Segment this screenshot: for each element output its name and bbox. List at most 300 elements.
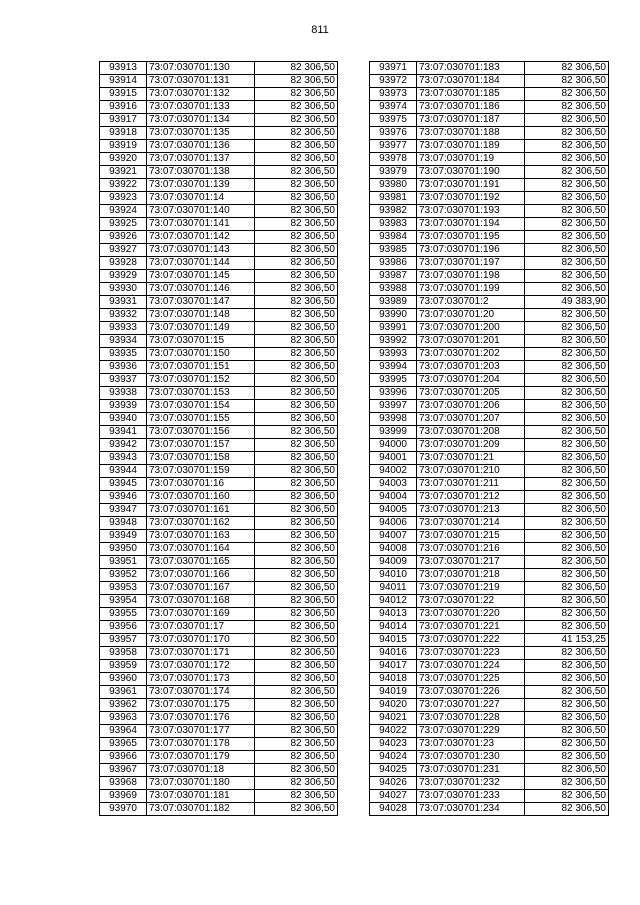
row-number: 94027 (370, 790, 417, 803)
cadastral-number: 73:07:030701:234 (417, 803, 525, 816)
cadastral-number: 73:07:030701:200 (417, 322, 525, 335)
row-number: 93930 (100, 283, 147, 296)
cadastral-value: 82 306,50 (525, 738, 609, 751)
cadastral-value: 82 306,50 (255, 114, 338, 127)
table-row (100, 75, 338, 88)
cadastral-value: 82 306,50 (255, 179, 338, 192)
table-row (100, 621, 338, 634)
table-row (100, 88, 338, 101)
row-number: 93915 (100, 88, 147, 101)
table-row (100, 556, 338, 569)
row-number: 93916 (100, 101, 147, 114)
cadastral-value: 82 306,50 (255, 439, 338, 452)
table-row (370, 634, 609, 647)
row-number: 93982 (370, 205, 417, 218)
cadastral-number: 73:07:030701:153 (147, 387, 255, 400)
row-number: 94014 (370, 621, 417, 634)
table-row (100, 244, 338, 257)
cadastral-value: 82 306,50 (255, 75, 338, 88)
cadastral-value: 82 306,50 (525, 517, 609, 530)
table-row (370, 166, 609, 179)
row-number: 93922 (100, 179, 147, 192)
table-row (100, 387, 338, 400)
cadastral-value: 82 306,50 (525, 582, 609, 595)
cadastral-value: 82 306,50 (525, 777, 609, 790)
cadastral-number: 73:07:030701:154 (147, 400, 255, 413)
table-row (100, 296, 338, 309)
table-row (100, 608, 338, 621)
row-number: 94021 (370, 712, 417, 725)
cadastral-number: 73:07:030701:155 (147, 413, 255, 426)
cadastral-value: 82 306,50 (255, 660, 338, 673)
row-number: 93970 (100, 803, 147, 816)
table-row (370, 101, 609, 114)
cadastral-value: 82 306,50 (525, 530, 609, 543)
cadastral-value: 82 306,50 (525, 673, 609, 686)
cadastral-value: 82 306,50 (255, 348, 338, 361)
cadastral-value: 82 306,50 (525, 335, 609, 348)
cadastral-value: 82 306,50 (525, 153, 609, 166)
table-row (100, 361, 338, 374)
cadastral-value: 82 306,50 (255, 621, 338, 634)
cadastral-number: 73:07:030701:149 (147, 322, 255, 335)
table-row (100, 101, 338, 114)
cadastral-number: 73:07:030701:218 (417, 569, 525, 582)
row-number: 93986 (370, 257, 417, 270)
table-row (370, 621, 609, 634)
cadastral-number: 73:07:030701:142 (147, 231, 255, 244)
table-row (100, 335, 338, 348)
cadastral-number: 73:07:030701:192 (417, 192, 525, 205)
parcel-table-left (99, 61, 338, 816)
row-number: 93954 (100, 595, 147, 608)
row-number: 93923 (100, 192, 147, 205)
cadastral-number: 73:07:030701:228 (417, 712, 525, 725)
cadastral-number: 73:07:030701:232 (417, 777, 525, 790)
cadastral-value: 82 306,50 (255, 140, 338, 153)
cadastral-value: 82 306,50 (255, 738, 338, 751)
table-row (100, 725, 338, 738)
row-number: 93978 (370, 153, 417, 166)
cadastral-value: 41 153,25 (525, 634, 609, 647)
cadastral-number: 73:07:030701:219 (417, 582, 525, 595)
table-row (100, 62, 338, 75)
cadastral-number: 73:07:030701:223 (417, 647, 525, 660)
row-number: 94022 (370, 725, 417, 738)
table-row (370, 140, 609, 153)
table-row (100, 686, 338, 699)
cadastral-number: 73:07:030701:16 (147, 478, 255, 491)
cadastral-value: 82 306,50 (255, 296, 338, 309)
cadastral-value: 82 306,50 (525, 322, 609, 335)
row-number: 93996 (370, 387, 417, 400)
cadastral-value: 82 306,50 (525, 192, 609, 205)
row-number: 93995 (370, 374, 417, 387)
cadastral-number: 73:07:030701:215 (417, 530, 525, 543)
table-row (370, 231, 609, 244)
row-number: 94026 (370, 777, 417, 790)
cadastral-value: 82 306,50 (525, 166, 609, 179)
cadastral-value: 49 383,90 (525, 296, 609, 309)
table-row (370, 595, 609, 608)
cadastral-number: 73:07:030701:148 (147, 309, 255, 322)
cadastral-number: 73:07:030701:15 (147, 335, 255, 348)
cadastral-number: 73:07:030701:233 (417, 790, 525, 803)
row-number: 93950 (100, 543, 147, 556)
cadastral-value: 82 306,50 (255, 231, 338, 244)
row-number: 93955 (100, 608, 147, 621)
table-row (370, 790, 609, 803)
row-number: 93949 (100, 530, 147, 543)
cadastral-value: 82 306,50 (525, 231, 609, 244)
row-number: 94015 (370, 634, 417, 647)
row-number: 93962 (100, 699, 147, 712)
row-number: 93983 (370, 218, 417, 231)
table-row (100, 764, 338, 777)
row-number: 93936 (100, 361, 147, 374)
cadastral-value: 82 306,50 (525, 387, 609, 400)
cadastral-value: 82 306,50 (525, 179, 609, 192)
cadastral-value: 82 306,50 (255, 751, 338, 764)
table-row (370, 699, 609, 712)
table-row (370, 725, 609, 738)
table-row (100, 192, 338, 205)
cadastral-number: 73:07:030701:131 (147, 75, 255, 88)
table-row (100, 543, 338, 556)
table-row (370, 218, 609, 231)
cadastral-value: 82 306,50 (255, 647, 338, 660)
row-number: 93979 (370, 166, 417, 179)
row-number: 94016 (370, 647, 417, 660)
cadastral-value: 82 306,50 (255, 452, 338, 465)
table-row (100, 595, 338, 608)
row-number: 93991 (370, 322, 417, 335)
cadastral-number: 73:07:030701:190 (417, 166, 525, 179)
row-number: 93971 (370, 62, 417, 75)
row-number: 94006 (370, 517, 417, 530)
cadastral-value: 82 306,50 (525, 543, 609, 556)
cadastral-number: 73:07:030701:137 (147, 153, 255, 166)
row-number: 93937 (100, 374, 147, 387)
cadastral-value: 82 306,50 (525, 751, 609, 764)
cadastral-value: 82 306,50 (255, 530, 338, 543)
row-number: 93967 (100, 764, 147, 777)
cadastral-value: 82 306,50 (525, 413, 609, 426)
row-number: 93999 (370, 426, 417, 439)
table-row (370, 777, 609, 790)
cadastral-value: 82 306,50 (255, 127, 338, 140)
table-row (370, 426, 609, 439)
cadastral-number: 73:07:030701:17 (147, 621, 255, 634)
cadastral-number: 73:07:030701:21 (417, 452, 525, 465)
table-row (370, 296, 609, 309)
row-number: 93928 (100, 257, 147, 270)
cadastral-number: 73:07:030701:150 (147, 348, 255, 361)
cadastral-number: 73:07:030701:144 (147, 257, 255, 270)
cadastral-value: 82 306,50 (525, 439, 609, 452)
row-number: 93972 (370, 75, 417, 88)
row-number: 94003 (370, 478, 417, 491)
table-row (100, 582, 338, 595)
row-number: 93917 (100, 114, 147, 127)
cadastral-value: 82 306,50 (255, 686, 338, 699)
row-number: 93963 (100, 712, 147, 725)
cadastral-number: 73:07:030701:205 (417, 387, 525, 400)
cadastral-number: 73:07:030701:224 (417, 660, 525, 673)
cadastral-number: 73:07:030701:167 (147, 582, 255, 595)
table-row (370, 88, 609, 101)
table-row (100, 660, 338, 673)
cadastral-number: 73:07:030701:220 (417, 608, 525, 621)
table-row (100, 270, 338, 283)
cadastral-number: 73:07:030701:185 (417, 88, 525, 101)
cadastral-number: 73:07:030701:201 (417, 335, 525, 348)
cadastral-value: 82 306,50 (525, 790, 609, 803)
cadastral-number: 73:07:030701:175 (147, 699, 255, 712)
cadastral-value: 82 306,50 (525, 62, 609, 75)
row-number: 94025 (370, 764, 417, 777)
table-row (100, 426, 338, 439)
cadastral-value: 82 306,50 (525, 712, 609, 725)
cadastral-number: 73:07:030701:173 (147, 673, 255, 686)
table-row (100, 322, 338, 335)
cadastral-value: 82 306,50 (525, 348, 609, 361)
cadastral-value: 82 306,50 (525, 595, 609, 608)
row-number: 93969 (100, 790, 147, 803)
cadastral-value: 82 306,50 (255, 582, 338, 595)
cadastral-number: 73:07:030701:199 (417, 283, 525, 296)
table-row (370, 270, 609, 283)
cadastral-value: 82 306,50 (255, 543, 338, 556)
table-row (100, 127, 338, 140)
row-number: 94012 (370, 595, 417, 608)
row-number: 93981 (370, 192, 417, 205)
cadastral-value: 82 306,50 (255, 62, 338, 75)
cadastral-value: 82 306,50 (525, 660, 609, 673)
cadastral-number: 73:07:030701:164 (147, 543, 255, 556)
row-number: 93980 (370, 179, 417, 192)
row-number: 93926 (100, 231, 147, 244)
cadastral-number: 73:07:030701:214 (417, 517, 525, 530)
cadastral-number: 73:07:030701:163 (147, 530, 255, 543)
table-row (370, 439, 609, 452)
table-row (100, 647, 338, 660)
cadastral-number: 73:07:030701:134 (147, 114, 255, 127)
cadastral-value: 82 306,50 (525, 270, 609, 283)
table-row (100, 257, 338, 270)
cadastral-number: 73:07:030701:141 (147, 218, 255, 231)
cadastral-number: 73:07:030701:20 (417, 309, 525, 322)
cadastral-value: 82 306,50 (525, 101, 609, 114)
cadastral-number: 73:07:030701:19 (417, 153, 525, 166)
cadastral-value: 82 306,50 (255, 192, 338, 205)
cadastral-number: 73:07:030701:14 (147, 192, 255, 205)
cadastral-number: 73:07:030701:230 (417, 751, 525, 764)
cadastral-value: 82 306,50 (255, 478, 338, 491)
cadastral-value: 82 306,50 (525, 426, 609, 439)
cadastral-number: 73:07:030701:211 (417, 478, 525, 491)
cadastral-number: 73:07:030701:191 (417, 179, 525, 192)
table-row (370, 582, 609, 595)
cadastral-value: 82 306,50 (525, 556, 609, 569)
table-row (100, 218, 338, 231)
row-number: 93959 (100, 660, 147, 673)
cadastral-number: 73:07:030701:196 (417, 244, 525, 257)
table-row (370, 556, 609, 569)
table-row (100, 712, 338, 725)
cadastral-number: 73:07:030701:188 (417, 127, 525, 140)
row-number: 93942 (100, 439, 147, 452)
row-number: 93931 (100, 296, 147, 309)
table-row (100, 738, 338, 751)
table-row (370, 283, 609, 296)
table-row (100, 478, 338, 491)
row-number: 93952 (100, 569, 147, 582)
table-row (370, 400, 609, 413)
cadastral-number: 73:07:030701:23 (417, 738, 525, 751)
cadastral-value: 82 306,50 (255, 595, 338, 608)
cadastral-number: 73:07:030701:147 (147, 296, 255, 309)
row-number: 94009 (370, 556, 417, 569)
cadastral-value: 82 306,50 (525, 309, 609, 322)
row-number: 93988 (370, 283, 417, 296)
cadastral-value: 82 306,50 (255, 244, 338, 257)
cadastral-value: 82 306,50 (255, 517, 338, 530)
cadastral-number: 73:07:030701:170 (147, 634, 255, 647)
row-number: 93961 (100, 686, 147, 699)
table-row (100, 491, 338, 504)
row-number: 93956 (100, 621, 147, 634)
row-number: 94007 (370, 530, 417, 543)
parcel-table-right-body (370, 62, 609, 816)
cadastral-value: 82 306,50 (255, 270, 338, 283)
cadastral-value: 82 306,50 (525, 283, 609, 296)
row-number: 94019 (370, 686, 417, 699)
table-row (370, 504, 609, 517)
row-number: 93943 (100, 452, 147, 465)
table-row (100, 179, 338, 192)
cadastral-number: 73:07:030701:216 (417, 543, 525, 556)
cadastral-value: 82 306,50 (255, 153, 338, 166)
table-row (370, 179, 609, 192)
row-number: 93984 (370, 231, 417, 244)
cadastral-number: 73:07:030701:204 (417, 374, 525, 387)
table-row (370, 647, 609, 660)
row-number: 93958 (100, 647, 147, 660)
cadastral-value: 82 306,50 (525, 244, 609, 257)
row-number: 93974 (370, 101, 417, 114)
row-number: 93935 (100, 348, 147, 361)
table-row (370, 543, 609, 556)
table-row (370, 205, 609, 218)
cadastral-value: 82 306,50 (255, 699, 338, 712)
cadastral-number: 73:07:030701:166 (147, 569, 255, 582)
cadastral-value: 82 306,50 (525, 114, 609, 127)
cadastral-value: 82 306,50 (525, 257, 609, 270)
row-number: 93941 (100, 426, 147, 439)
cadastral-number: 73:07:030701:151 (147, 361, 255, 374)
cadastral-number: 73:07:030701:160 (147, 491, 255, 504)
cadastral-value: 82 306,50 (255, 387, 338, 400)
table-row (100, 205, 338, 218)
cadastral-value: 82 306,50 (525, 686, 609, 699)
cadastral-number: 73:07:030701:146 (147, 283, 255, 296)
parcel-table-left-body (100, 62, 338, 816)
row-number: 93998 (370, 413, 417, 426)
row-number: 93925 (100, 218, 147, 231)
row-number: 93976 (370, 127, 417, 140)
cadastral-number: 73:07:030701:133 (147, 101, 255, 114)
table-row (370, 309, 609, 322)
table-row (100, 400, 338, 413)
table-row (100, 751, 338, 764)
cadastral-number: 73:07:030701:169 (147, 608, 255, 621)
cadastral-number: 73:07:030701:161 (147, 504, 255, 517)
row-number: 94001 (370, 452, 417, 465)
row-number: 93968 (100, 777, 147, 790)
cadastral-number: 73:07:030701:209 (417, 439, 525, 452)
cadastral-value: 82 306,50 (255, 205, 338, 218)
table-row (100, 569, 338, 582)
cadastral-value: 82 306,50 (255, 504, 338, 517)
table-row (100, 790, 338, 803)
cadastral-value: 82 306,50 (255, 712, 338, 725)
cadastral-number: 73:07:030701:172 (147, 660, 255, 673)
cadastral-value: 82 306,50 (255, 673, 338, 686)
cadastral-value: 82 306,50 (255, 777, 338, 790)
row-number: 93934 (100, 335, 147, 348)
row-number: 93985 (370, 244, 417, 257)
table-row (100, 114, 338, 127)
cadastral-number: 73:07:030701:227 (417, 699, 525, 712)
cadastral-number: 73:07:030701:207 (417, 413, 525, 426)
table-row (370, 751, 609, 764)
table-row (100, 309, 338, 322)
cadastral-number: 73:07:030701:18 (147, 764, 255, 777)
cadastral-number: 73:07:030701:193 (417, 205, 525, 218)
table-row (370, 764, 609, 777)
row-number: 93990 (370, 309, 417, 322)
row-number: 94010 (370, 569, 417, 582)
row-number: 93966 (100, 751, 147, 764)
row-number: 93918 (100, 127, 147, 140)
table-row (370, 62, 609, 75)
row-number: 93945 (100, 478, 147, 491)
table-row (370, 244, 609, 257)
table-row (370, 712, 609, 725)
cadastral-number: 73:07:030701:226 (417, 686, 525, 699)
cadastral-value: 82 306,50 (525, 621, 609, 634)
row-number: 94018 (370, 673, 417, 686)
row-number: 93927 (100, 244, 147, 257)
table-row (370, 452, 609, 465)
row-number: 93913 (100, 62, 147, 75)
row-number: 93924 (100, 205, 147, 218)
cadastral-value: 82 306,50 (255, 361, 338, 374)
page-number: 811 (311, 24, 329, 36)
table-row (100, 439, 338, 452)
row-number: 93944 (100, 465, 147, 478)
row-number: 93939 (100, 400, 147, 413)
cadastral-value: 82 306,50 (525, 127, 609, 140)
row-number: 93960 (100, 673, 147, 686)
table-row (370, 530, 609, 543)
row-number: 93919 (100, 140, 147, 153)
cadastral-value: 82 306,50 (255, 309, 338, 322)
table-row (370, 335, 609, 348)
row-number: 94023 (370, 738, 417, 751)
table-row (370, 465, 609, 478)
